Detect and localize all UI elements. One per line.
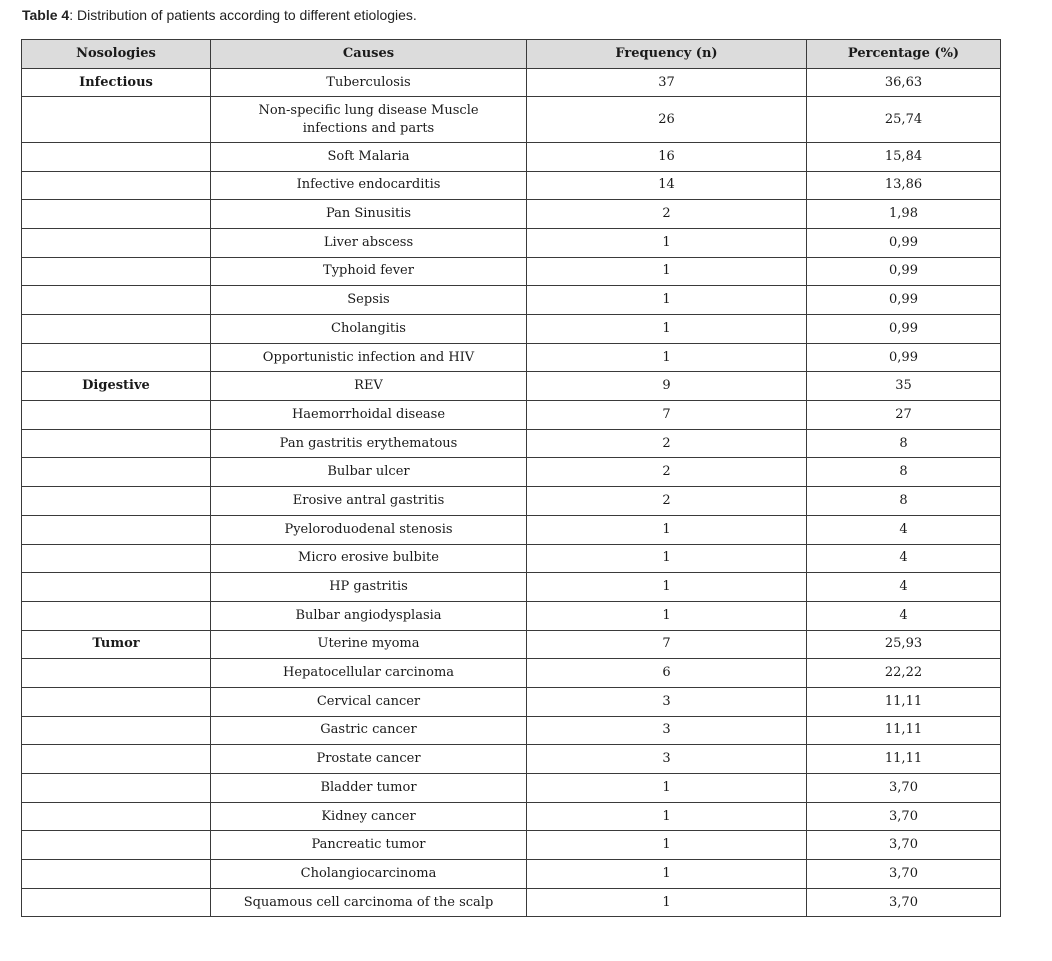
percentage-cell: 11,11	[807, 716, 1001, 745]
frequency-cell: 16	[527, 142, 807, 171]
cause-cell: Bladder tumor	[211, 774, 527, 803]
nosology-cell: Digestive	[22, 372, 211, 401]
frequency-cell: 7	[527, 401, 807, 430]
nosology-cell	[22, 687, 211, 716]
nosology-cell: Infectious	[22, 68, 211, 97]
nosology-cell	[22, 745, 211, 774]
header-percentage: Percentage (%)	[807, 40, 1001, 69]
nosology-cell	[22, 171, 211, 200]
table-row	[22, 315, 1001, 344]
nosology-cell	[22, 515, 211, 544]
cause-cell: Kidney cancer	[211, 802, 527, 831]
frequency-cell: 3	[527, 687, 807, 716]
table-row	[22, 228, 1001, 257]
table-row	[22, 458, 1001, 487]
frequency-cell: 37	[527, 68, 807, 97]
nosology-cell	[22, 343, 211, 372]
table-row	[22, 716, 1001, 745]
table-caption-text: : Distribution of patients according to different etiologies.	[69, 7, 417, 23]
table-row	[22, 630, 1001, 659]
percentage-cell: 25,74	[807, 97, 1001, 143]
frequency-cell: 2	[527, 458, 807, 487]
table-row	[22, 401, 1001, 430]
nosology-cell	[22, 802, 211, 831]
frequency-cell: 9	[527, 372, 807, 401]
frequency-cell: 1	[527, 601, 807, 630]
frequency-cell: 7	[527, 630, 807, 659]
percentage-cell: 35	[807, 372, 1001, 401]
cause-cell: Uterine myoma	[211, 630, 527, 659]
nosology-cell	[22, 142, 211, 171]
cause-cell: Haemorrhoidal disease	[211, 401, 527, 430]
percentage-cell: 0,99	[807, 315, 1001, 344]
nosology-cell	[22, 716, 211, 745]
table-row	[22, 286, 1001, 315]
percentage-cell: 8	[807, 458, 1001, 487]
nosology-cell	[22, 458, 211, 487]
nosology-cell	[22, 429, 211, 458]
percentage-cell: 11,11	[807, 687, 1001, 716]
table-caption-label: Table 4	[22, 7, 70, 23]
table-row	[22, 68, 1001, 97]
percentage-cell: 15,84	[807, 142, 1001, 171]
percentage-cell: 1,98	[807, 200, 1001, 229]
table-row	[22, 97, 1001, 143]
cause-cell: Hepatocellular carcinoma	[211, 659, 527, 688]
cause-cell: Cholangiocarcinoma	[211, 860, 527, 889]
cause-cell: Non-specific lung disease Muscle infections and parts	[211, 97, 527, 143]
cause-cell: Gastric cancer	[211, 716, 527, 745]
frequency-cell: 1	[527, 802, 807, 831]
percentage-cell: 4	[807, 544, 1001, 573]
table-row	[22, 372, 1001, 401]
percentage-cell: 25,93	[807, 630, 1001, 659]
percentage-cell: 11,11	[807, 745, 1001, 774]
nosology-cell	[22, 888, 211, 917]
table-row	[22, 487, 1001, 516]
nosology-cell	[22, 315, 211, 344]
cause-cell: Cholangitis	[211, 315, 527, 344]
percentage-cell: 3,70	[807, 860, 1001, 889]
percentage-cell: 13,86	[807, 171, 1001, 200]
table-row	[22, 515, 1001, 544]
nosology-cell	[22, 228, 211, 257]
table-row	[22, 171, 1001, 200]
nosology-cell	[22, 601, 211, 630]
cause-cell: Opportunistic infection and HIV	[211, 343, 527, 372]
cause-cell: Pan gastritis erythematous	[211, 429, 527, 458]
table-row	[22, 200, 1001, 229]
percentage-cell: 36,63	[807, 68, 1001, 97]
frequency-cell: 1	[527, 315, 807, 344]
nosology-cell	[22, 401, 211, 430]
cause-cell: Bulbar angiodysplasia	[211, 601, 527, 630]
frequency-cell: 1	[527, 831, 807, 860]
table-body	[22, 68, 1001, 917]
percentage-cell: 27	[807, 401, 1001, 430]
nosology-cell	[22, 97, 211, 143]
percentage-cell: 0,99	[807, 257, 1001, 286]
nosology-cell	[22, 544, 211, 573]
percentage-cell: 3,70	[807, 802, 1001, 831]
cause-cell: Infective endocarditis	[211, 171, 527, 200]
table-row	[22, 802, 1001, 831]
frequency-cell: 26	[527, 97, 807, 143]
percentage-cell: 0,99	[807, 286, 1001, 315]
frequency-cell: 2	[527, 429, 807, 458]
table-caption	[22, 7, 417, 23]
nosology-cell	[22, 286, 211, 315]
table-row	[22, 142, 1001, 171]
percentage-cell: 22,22	[807, 659, 1001, 688]
nosology-cell	[22, 573, 211, 602]
table-row	[22, 343, 1001, 372]
frequency-cell: 1	[527, 573, 807, 602]
percentage-cell: 0,99	[807, 228, 1001, 257]
nosology-cell	[22, 659, 211, 688]
frequency-cell: 6	[527, 659, 807, 688]
frequency-cell: 3	[527, 745, 807, 774]
percentage-cell: 3,70	[807, 774, 1001, 803]
table-row	[22, 659, 1001, 688]
table-row	[22, 860, 1001, 889]
percentage-cell: 0,99	[807, 343, 1001, 372]
table-row	[22, 888, 1001, 917]
table-row	[22, 573, 1001, 602]
cause-cell: Erosive antral gastritis	[211, 487, 527, 516]
cause-cell: Micro erosive bulbite	[211, 544, 527, 573]
cause-cell: HP gastritis	[211, 573, 527, 602]
frequency-cell: 14	[527, 171, 807, 200]
nosology-cell	[22, 257, 211, 286]
nosology-cell	[22, 831, 211, 860]
frequency-cell: 1	[527, 544, 807, 573]
cause-cell: Prostate cancer	[211, 745, 527, 774]
cause-cell: REV	[211, 372, 527, 401]
cause-cell: Pancreatic tumor	[211, 831, 527, 860]
percentage-cell: 8	[807, 429, 1001, 458]
frequency-cell: 1	[527, 860, 807, 889]
cause-cell: Sepsis	[211, 286, 527, 315]
cause-cell: Soft Malaria	[211, 142, 527, 171]
percentage-cell: 3,70	[807, 831, 1001, 860]
table-row	[22, 544, 1001, 573]
percentage-cell: 4	[807, 573, 1001, 602]
nosology-cell	[22, 200, 211, 229]
nosology-cell	[22, 487, 211, 516]
table-row	[22, 601, 1001, 630]
frequency-cell: 1	[527, 515, 807, 544]
nosology-cell	[22, 860, 211, 889]
frequency-cell: 1	[527, 343, 807, 372]
cause-cell: Pyeloroduodenal stenosis	[211, 515, 527, 544]
cause-cell: Squamous cell carcinoma of the scalp	[211, 888, 527, 917]
header-frequency: Frequency (n)	[527, 40, 807, 69]
frequency-cell: 1	[527, 257, 807, 286]
header-nosologies: Nosologies	[22, 40, 211, 69]
frequency-cell: 1	[527, 228, 807, 257]
table-row	[22, 831, 1001, 860]
cause-cell: Bulbar ulcer	[211, 458, 527, 487]
cause-cell: Tuberculosis	[211, 68, 527, 97]
cause-cell: Pan Sinusitis	[211, 200, 527, 229]
table-row	[22, 687, 1001, 716]
nosology-cell: Tumor	[22, 630, 211, 659]
frequency-cell: 2	[527, 200, 807, 229]
frequency-cell: 1	[527, 888, 807, 917]
percentage-cell: 8	[807, 487, 1001, 516]
header-causes: Causes	[211, 40, 527, 69]
table-row	[22, 429, 1001, 458]
percentage-cell: 4	[807, 601, 1001, 630]
table-header-row	[22, 40, 1001, 69]
frequency-cell: 1	[527, 774, 807, 803]
table-row	[22, 745, 1001, 774]
frequency-cell: 2	[527, 487, 807, 516]
cause-cell: Typhoid fever	[211, 257, 527, 286]
frequency-cell: 3	[527, 716, 807, 745]
cause-cell: Cervical cancer	[211, 687, 527, 716]
cause-cell: Liver abscess	[211, 228, 527, 257]
frequency-cell: 1	[527, 286, 807, 315]
table-row	[22, 257, 1001, 286]
table-row	[22, 774, 1001, 803]
percentage-cell: 3,70	[807, 888, 1001, 917]
etiology-table	[21, 39, 1001, 917]
nosology-cell	[22, 774, 211, 803]
percentage-cell: 4	[807, 515, 1001, 544]
